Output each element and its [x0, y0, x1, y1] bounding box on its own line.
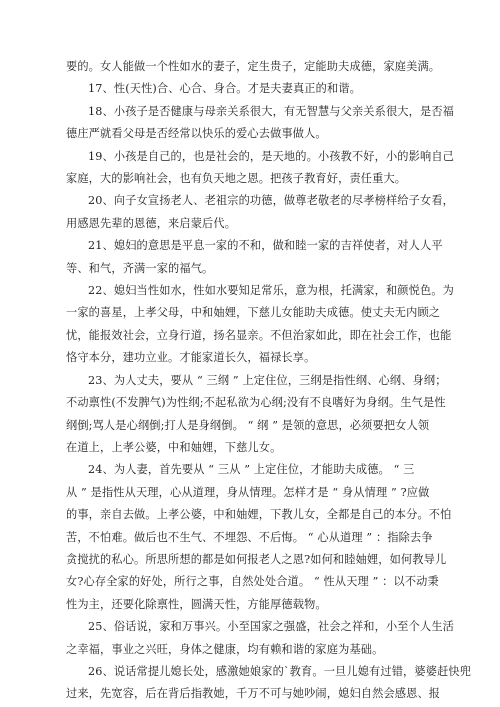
text-line: 恪守本分，建功立业。才能家道长久，福禄长享。 [66, 351, 316, 365]
paragraph-p19 [66, 146, 454, 191]
text-line: 的事，亲自去做。上孝公婆，中和妯娌，下教儿女，全都是自己的本分。不怕 [66, 508, 452, 522]
paragraph-p25 [66, 616, 454, 661]
paragraph-p23 [66, 370, 447, 460]
text-line: 18、小孩子是否健康与母亲关系很大，有无智慧与父亲关系很大，是否福 [88, 104, 454, 118]
text-line: 女?心存全家的好处，所行之事，自然处处合道。 “ 性从天理 ” ：以不动秉 [66, 575, 439, 589]
document-body [66, 56, 472, 706]
text-line: 23、为人丈夫，要从 “ 三纲 ” 上定住位，三纲是指性纲、心纲、身纲； [88, 373, 447, 387]
text-line: 过来，先宽容，后在背后指教她，千万不可与她吵闹，媳妇自然会感恩、报 [66, 687, 441, 701]
paragraph-p22 [66, 280, 454, 370]
text-line: 24、为人妻，首先要从 “ 三从 ” 上定住位，才能助夫成德。 “ 三 [88, 463, 415, 477]
text-line: 25、俗话说，家和万事兴。小至国家之强盛，社会之祥和，小至个人生活 [88, 620, 454, 634]
text-line: 家庭，大的影响社会，也有负天地之恩。把孩子教育好，责任重大。 [66, 172, 407, 186]
text-line: 性为主，还要化除禀性，圆满天性，方能厚德载物。 [66, 597, 327, 611]
text-line: 不动禀性(不发脾气)为性纲;不起私欲为心纲;没有不良嗜好为身纲。生气是性 [66, 396, 446, 410]
text-line: 20、向子女宣扬老人、老祖宗的功德，做尊老敬老的尽孝榜样给子女看， [88, 194, 454, 208]
text-line: 在道上，上孝公婆，中和妯娌，下慈儿女。 [66, 440, 282, 454]
text-line: 26、说话常提儿媳长处，感激她娘家的`教育。一旦儿媳有过错，婆婆赶快兜 [88, 664, 472, 678]
text-line: 苦，不怕难。做后也不生气、不埋怨、不后悔。 “ 心从道理 ” ：指除去争 [66, 530, 433, 544]
paragraph-p20 [66, 190, 454, 235]
text-line: 用感恩先辈的恩德，来启蒙后代。 [66, 216, 237, 230]
text-line: 要的。女人能做一个性如水的妻子，定生贵子，定能助夫成德，家庭美满。 [66, 60, 441, 73]
text-line: 19、小孩是自己的，也是社会的，是天地的。小孩教不好，小的影响自己 [88, 149, 454, 163]
paragraph-p18 [66, 101, 454, 146]
paragraph-p16-tail [66, 56, 441, 78]
paragraph-p24 [66, 459, 452, 616]
text-line: 忧，能报效社会，立身行道，扬名显亲。不但治家如此，即在社会工作，也能 [66, 328, 452, 342]
text-line: 纲倒;骂人是心纲倒;打人是身纲倒。 “ 纲 ” 是领的意思，必须要把女人领 [66, 418, 430, 432]
paragraph-p26 [66, 661, 472, 706]
text-line: 德庄严就看父母是否经常以快乐的爱心去做事做人。 [66, 127, 327, 141]
text-line: 之幸福，事业之兴旺，身体之健康，均有赖和谐的家庭为基础。 [66, 642, 384, 656]
text-line: 从 ” 是指性从天理，心从道理，身从情理。怎样才是 “ 身从情理 ” ?应做 [66, 485, 430, 499]
text-line: 一家的喜星，上孝父母，中和妯娌，下慈儿女能助夫成德。使丈夫无内顾之 [66, 306, 441, 320]
paragraph-p17 [66, 78, 432, 100]
text-line: 21、媳妇的意思是平息一家的不和，做和睦一家的吉祥使者，对人人平 [88, 239, 443, 253]
text-line: 等、和气，齐满一家的福气。 [66, 261, 214, 275]
paragraph-p21 [66, 235, 443, 280]
text-line: 贪搅扰的私心。所思所想的都是如何报老人之恩?如何和睦妯娌，如何教导儿 [66, 552, 447, 566]
text-line: 22、媳妇当性如水，性如水要知足常乐，意为根，托满家，和颜悦色。为 [88, 284, 454, 298]
text-line: 17、性(天性)合、心合、身合。才是夫妻真正的和谐。 [88, 82, 361, 96]
